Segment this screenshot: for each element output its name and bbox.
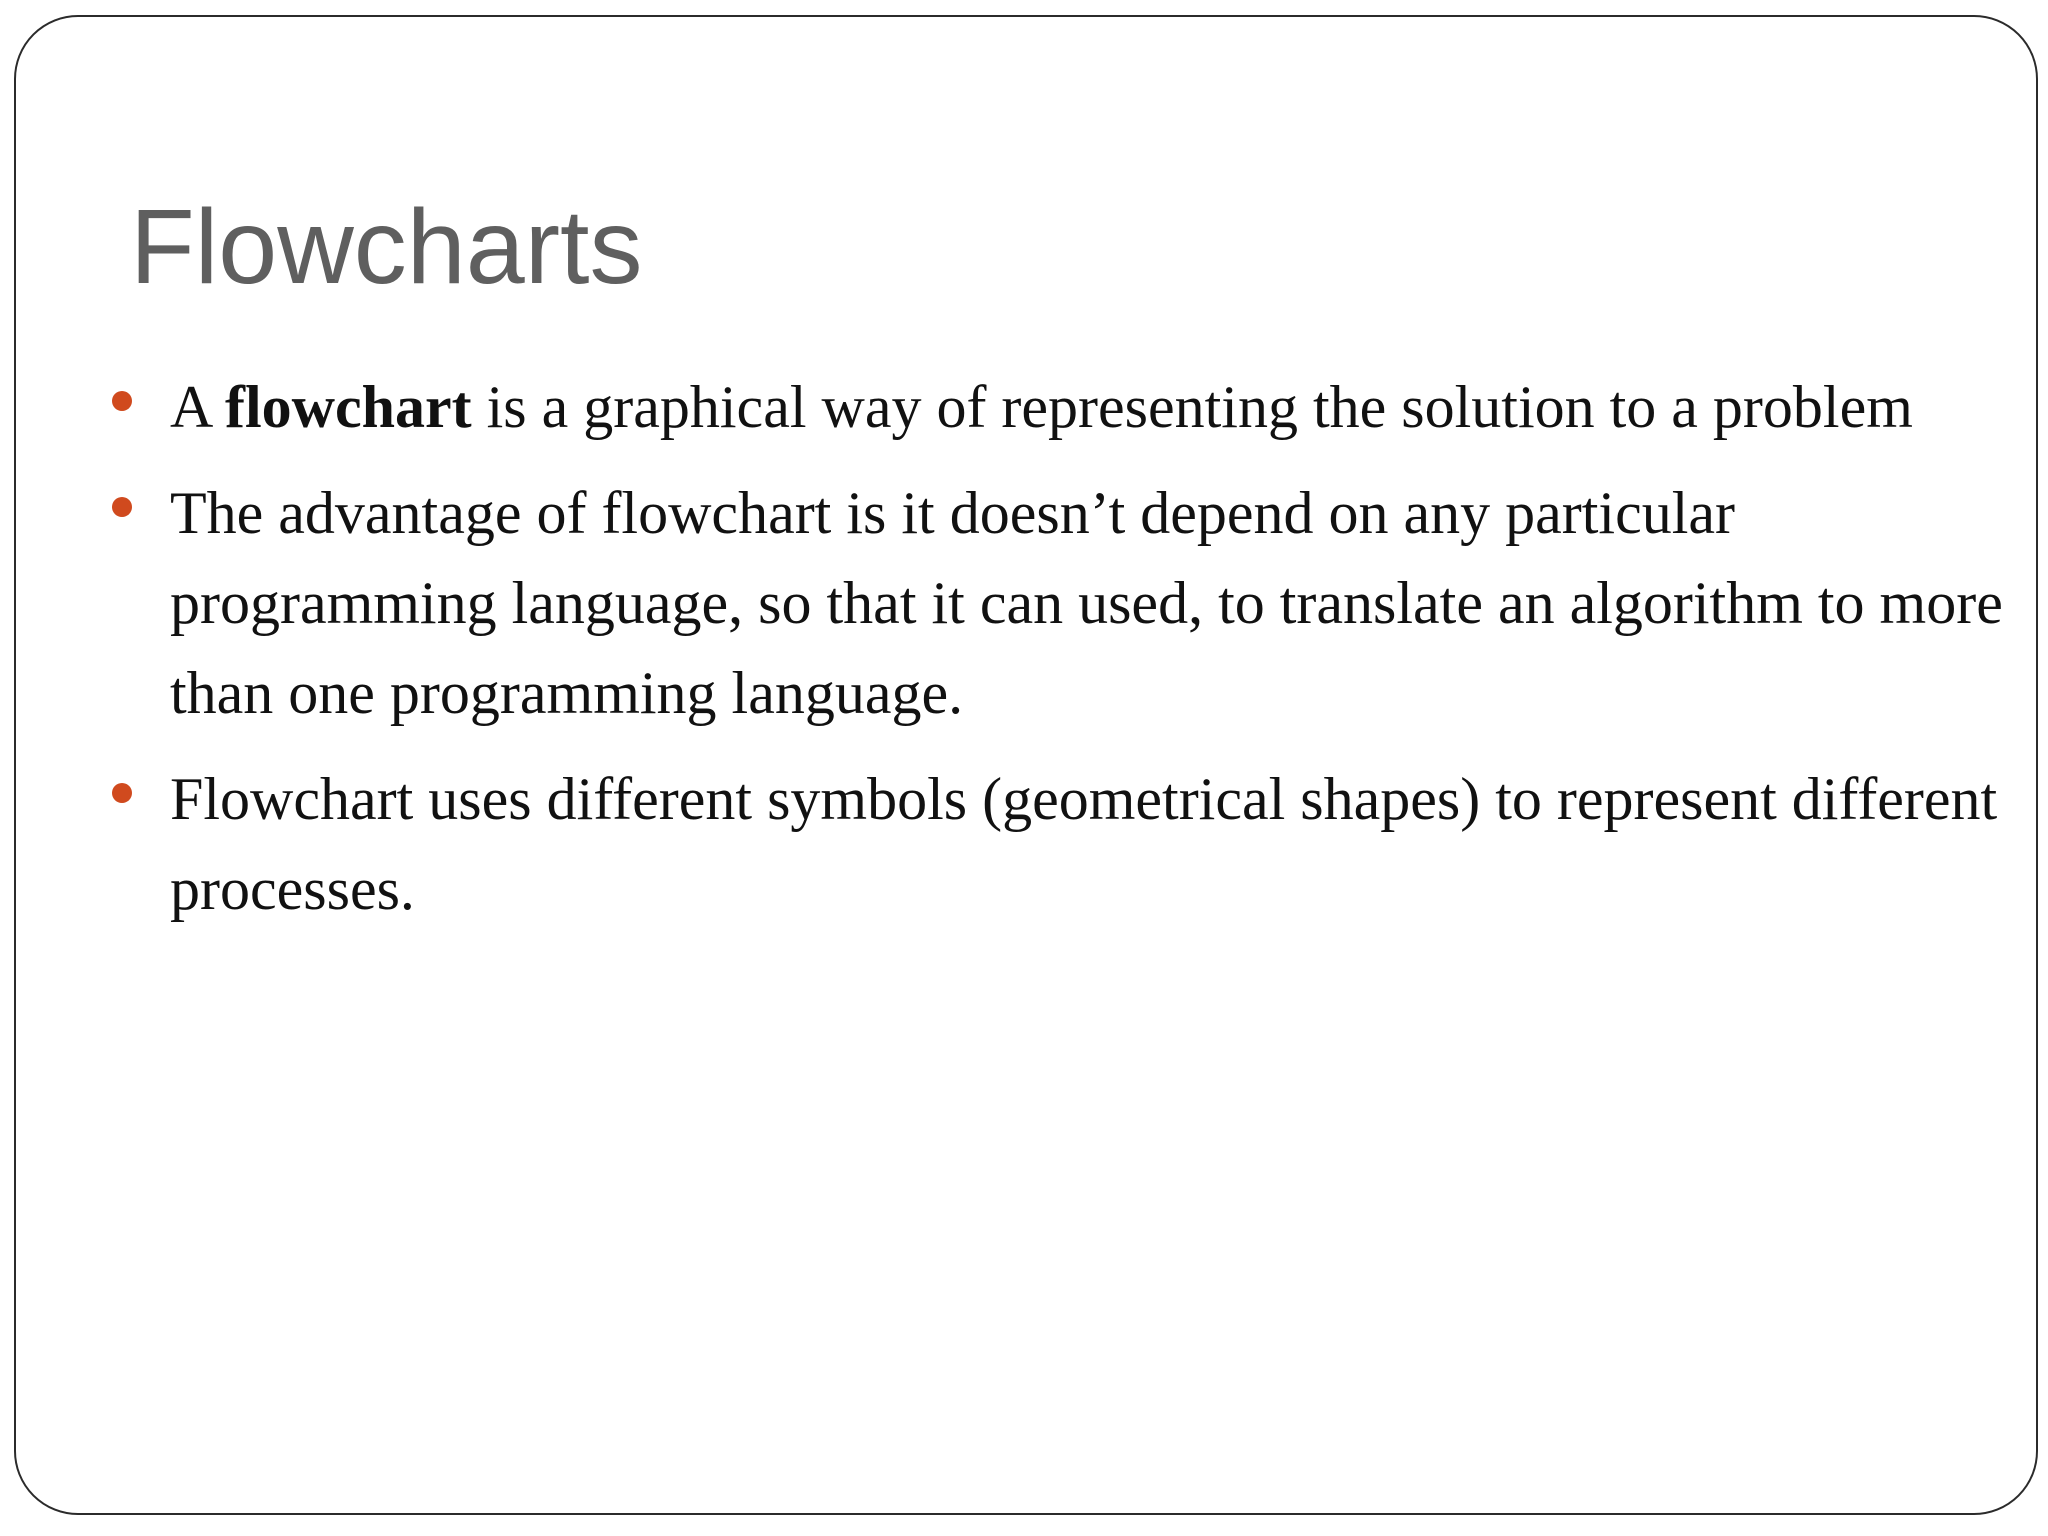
bullet-1-text-start: A [170,374,226,440]
bullet-dot-icon [112,497,132,517]
bullet-1-emphasis: flowchart [225,374,472,440]
slide-frame [14,15,2038,1515]
bullet-list [112,362,2022,950]
bullet-item-2 [112,468,2022,738]
bullet-item-1 [112,362,2022,452]
bullet-3-text: Flowchart uses different symbols (geometrical shapes) to represent different processes. [170,766,1998,922]
bullet-2-text: The advantage of flowchart is it doesn’t depend on any particular programming language, so that it can used, to translate an algorithm to more than one programming language. [170,480,2003,726]
bullet-dot-icon [112,391,132,411]
bullet-item-3 [112,754,2022,934]
bullet-1-text [170,374,1913,440]
bullet-1-text-end: is a graphical way of representing the solution to a problem [471,374,1913,440]
bullet-dot-icon [112,783,132,803]
slide-title: Flowcharts [130,188,643,306]
